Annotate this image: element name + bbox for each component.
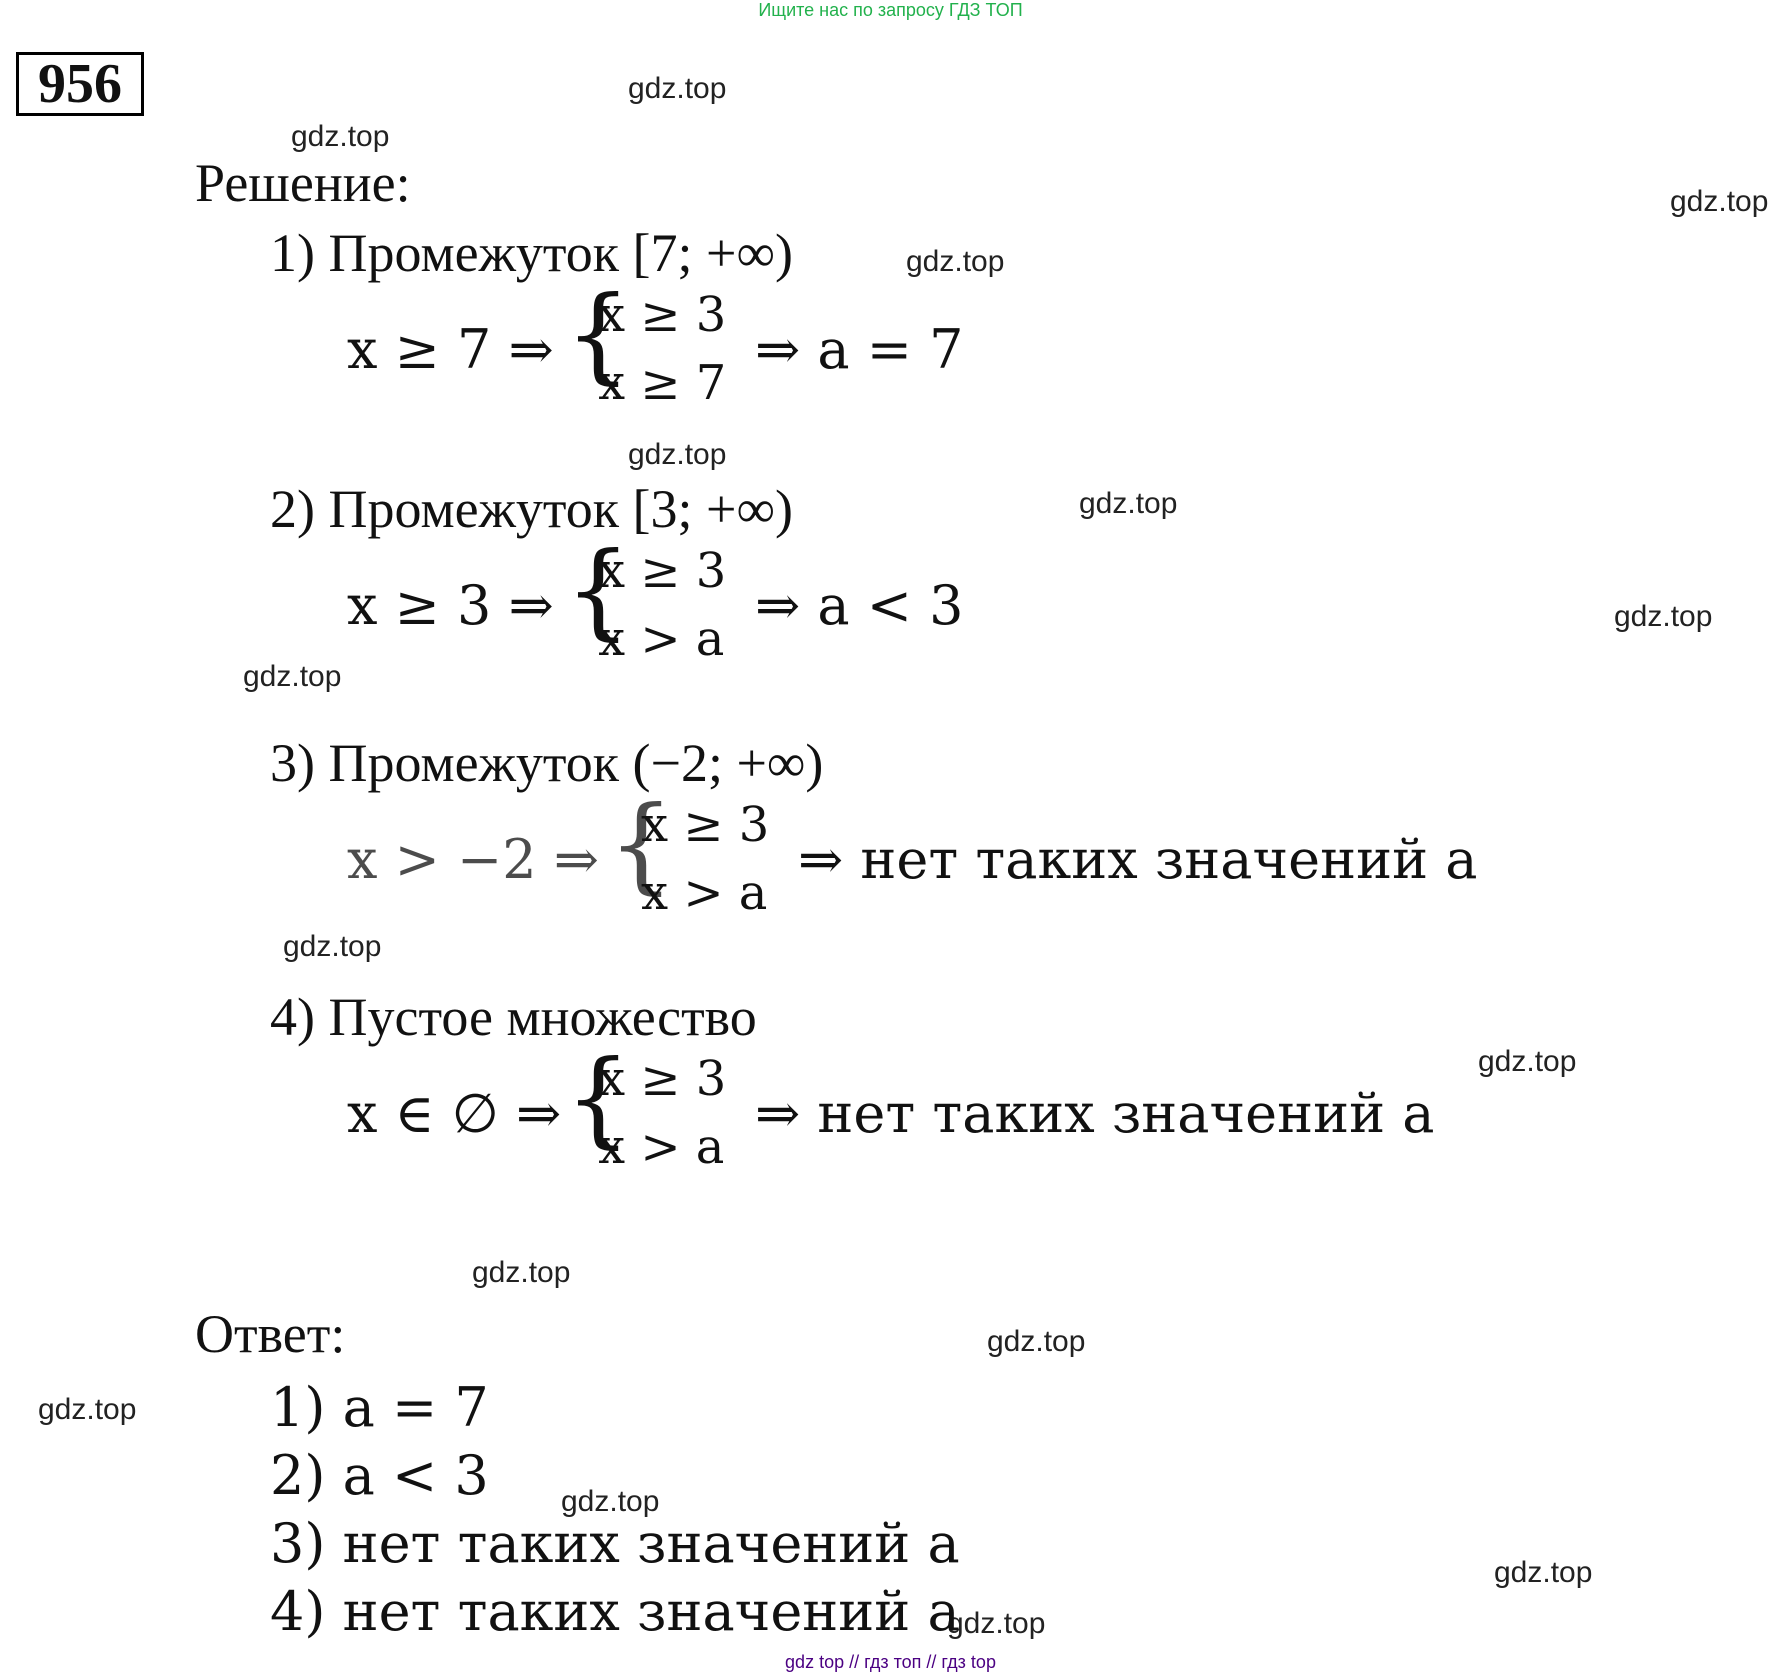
case-3-system-line-2: x > a — [641, 865, 768, 921]
case-2-lhs: x ≥ 3 ⇒ — [347, 574, 554, 637]
case-3-rhs: ⇒ нет таких значений a — [798, 828, 1478, 891]
watermark: gdz.top — [628, 72, 727, 105]
watermark: gdz.top — [283, 930, 382, 963]
answer-1: 1) a = 7 — [270, 1376, 489, 1439]
watermark: gdz.top — [987, 1325, 1086, 1358]
footer-links[interactable]: gdz top // гдз топ // гдз top — [785, 1652, 996, 1672]
answer-3: 3) нет таких значений a — [270, 1512, 960, 1575]
case-4-brace: { — [565, 1037, 632, 1159]
case-3-brace: { — [608, 783, 675, 905]
case-2-system-line-2: x > a — [598, 611, 725, 667]
watermark: gdz.top — [628, 438, 727, 471]
problem-number: 956 — [16, 52, 144, 116]
answer-heading: Ответ: — [195, 1304, 346, 1364]
watermark: gdz.top — [291, 120, 390, 153]
case-1-rhs: ⇒ a = 7 — [755, 318, 964, 381]
case-4-system-line-1: x ≥ 3 — [598, 1051, 727, 1107]
answer-4: 4) нет таких значений a — [270, 1580, 960, 1643]
watermark: gdz.top — [243, 660, 342, 693]
case-2-system-line-1: x ≥ 3 — [598, 543, 727, 599]
case-2-rhs: ⇒ a < 3 — [755, 574, 964, 637]
case-3-system-line-1: x ≥ 3 — [641, 797, 770, 853]
top-search-link[interactable]: Ищите нас по запросу ГДЗ ТОП — [758, 0, 1023, 20]
watermark: gdz.top — [1494, 1556, 1593, 1589]
case-3-lhs: x > −2 ⇒ — [347, 828, 600, 891]
watermark: gdz.top — [1079, 487, 1178, 520]
case-4-title: 4) Пустое множество — [270, 987, 757, 1047]
case-1-brace: { — [565, 273, 632, 395]
watermark: gdz.top — [38, 1393, 137, 1426]
case-2-title: 2) Промежуток [3; +∞) — [270, 479, 793, 539]
watermark: gdz.top — [1478, 1045, 1577, 1078]
answer-2: 2) a < 3 — [270, 1444, 489, 1507]
watermark: gdz.top — [906, 245, 1005, 278]
watermark: gdz.top — [1614, 600, 1713, 633]
watermark: gdz.top — [561, 1485, 660, 1518]
watermark: gdz.top — [1670, 185, 1769, 218]
case-4-lhs: x ∈ ∅ ⇒ — [347, 1082, 562, 1145]
case-3-title: 3) Промежуток (−2; +∞) — [270, 733, 824, 793]
watermark: gdz.top — [947, 1607, 1046, 1640]
case-1-system-line-1: x ≥ 3 — [598, 287, 727, 343]
case-1-title: 1) Промежуток [7; +∞) — [270, 223, 793, 283]
case-4-system-line-2: x > a — [598, 1119, 725, 1175]
case-2-brace: { — [565, 529, 632, 651]
case-4-rhs: ⇒ нет таких значений a — [755, 1082, 1435, 1145]
solution-heading: Решение: — [195, 153, 411, 213]
watermark: gdz.top — [472, 1256, 571, 1289]
case-1-system-line-2: x ≥ 7 — [598, 355, 727, 411]
case-1-lhs: x ≥ 7 ⇒ — [347, 318, 554, 381]
